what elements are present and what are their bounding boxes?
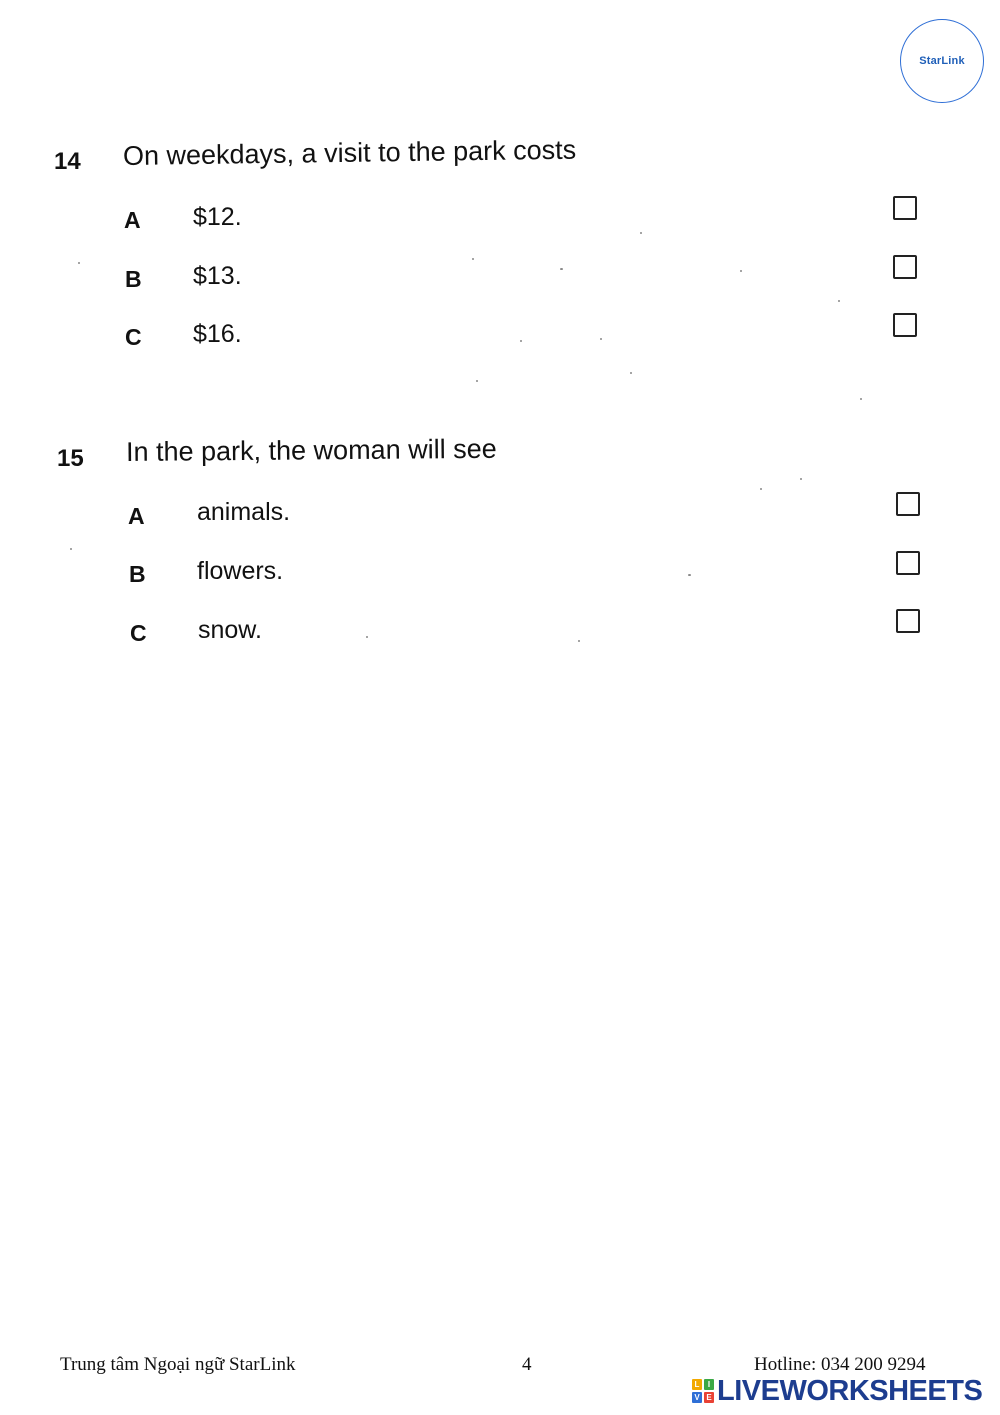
- question-number: 15: [57, 445, 84, 472]
- page-number: 4: [522, 1354, 532, 1375]
- answer-checkbox[interactable]: [893, 255, 917, 279]
- answer-checkbox[interactable]: [896, 609, 920, 633]
- option-text: flowers.: [197, 557, 284, 585]
- answer-checkbox[interactable]: [893, 313, 917, 337]
- option-letter: B: [129, 561, 146, 587]
- liveworksheets-logo: [692, 1376, 982, 1406]
- option-letter: A: [124, 207, 141, 233]
- option-text: $12.: [193, 203, 242, 231]
- question-prompt: On weekdays, a visit to the park costs: [122, 134, 577, 171]
- grid-letter: E: [704, 1392, 714, 1403]
- grid-letter: L: [692, 1379, 702, 1390]
- answer-checkbox[interactable]: [896, 551, 920, 575]
- logo-text: StarLink: [919, 55, 965, 67]
- grid-letter: V: [692, 1392, 702, 1403]
- option-letter: C: [125, 324, 142, 350]
- grid-letter: I: [704, 1379, 714, 1390]
- liveworksheets-grid-icon: [692, 1379, 714, 1403]
- option-text: $16.: [193, 320, 242, 348]
- footer-hotline: Hotline: 034 200 9294: [754, 1354, 926, 1375]
- liveworksheets-wordmark: LIVEWORKSHEETS: [717, 1374, 983, 1407]
- option-text: animals.: [197, 498, 291, 526]
- option-letter: A: [128, 503, 145, 529]
- answer-checkbox[interactable]: [893, 196, 917, 220]
- option-letter: C: [130, 620, 147, 646]
- option-letter: B: [125, 266, 142, 292]
- question-number: 14: [54, 148, 81, 175]
- footer-center-name: Trung tâm Ngoại ngữ StarLink: [60, 1354, 296, 1375]
- starlink-logo: [900, 19, 984, 103]
- option-text: $13.: [193, 262, 242, 290]
- option-text: snow.: [198, 616, 262, 644]
- question-prompt: In the park, the woman will see: [125, 433, 497, 467]
- answer-checkbox[interactable]: [896, 492, 920, 516]
